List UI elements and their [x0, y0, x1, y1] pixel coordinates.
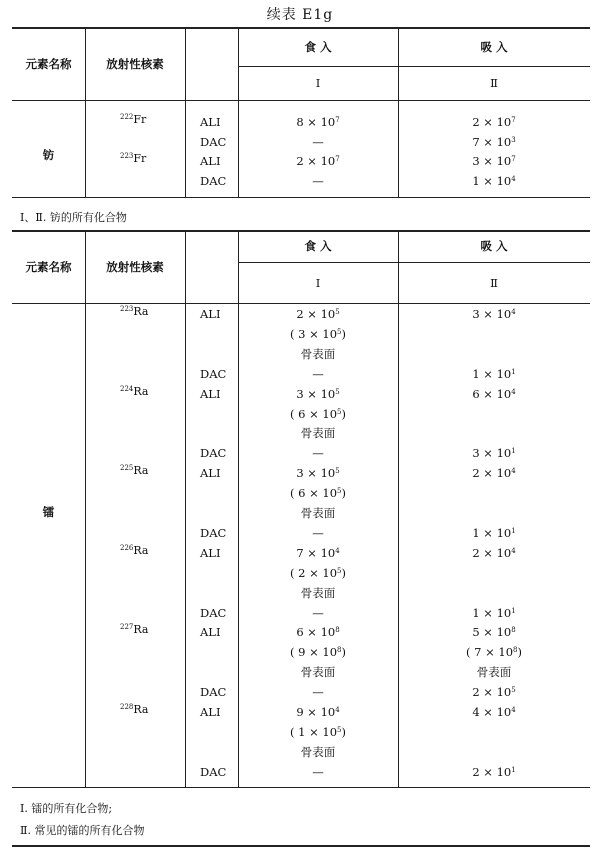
header-bottom-rule: [12, 303, 590, 304]
limit-type: DAC: [200, 446, 227, 460]
inhalation-value: $3 \times 10^4$: [472, 307, 516, 321]
ingestion-value: —: [312, 135, 324, 149]
exponent: 4: [511, 388, 516, 396]
nuclide-label: $^{223}$Ra: [120, 305, 149, 318]
limit-type: DAC: [200, 135, 227, 149]
header-mid-rule: [238, 262, 590, 263]
exponent: 4: [335, 547, 340, 555]
exponent: 4: [511, 467, 516, 475]
inhalation-value: $2 \times 10^7$: [472, 115, 516, 129]
ingestion-value: —: [312, 606, 324, 620]
limit-type: ALI: [200, 466, 221, 480]
header-inhalation: 吸 入: [480, 239, 508, 253]
ingestion-value: —: [312, 446, 324, 460]
ingestion-value: $6 \times 10^8$: [296, 625, 340, 639]
inhalation-value: $7 \times 10^3$: [472, 135, 516, 149]
fr-footnote: Ⅰ、Ⅱ. 钫的所有化合物: [20, 211, 127, 224]
exponent: 7: [511, 116, 516, 124]
nuclide-label: $^{227}$Ra: [120, 623, 149, 636]
header-ingestion-class: Ⅰ: [315, 275, 321, 290]
col-divider: [398, 100, 399, 197]
exponent: 4: [511, 175, 516, 183]
limit-type: DAC: [200, 526, 227, 540]
header-inhalation-class: Ⅱ: [490, 275, 498, 290]
limit-type: ALI: [200, 546, 221, 560]
ingestion-value: —: [312, 367, 324, 381]
exponent: 8: [335, 626, 340, 634]
ingestion-value: 骨表面: [300, 745, 336, 759]
ingestion-value: 骨表面: [300, 586, 336, 600]
header-bottom-rule: [12, 100, 590, 101]
inhalation-value: $5 \times 10^8$: [472, 625, 516, 639]
exponent: 1: [511, 766, 516, 774]
exponent: 5: [337, 567, 342, 575]
ingestion-value: ( $2 \times 10^5$): [289, 566, 347, 580]
ingestion-value: $2 \times 10^5$: [296, 307, 340, 321]
col-divider: [185, 100, 186, 197]
exponent: 8: [337, 646, 342, 654]
limit-type: ALI: [200, 387, 221, 401]
page-title: 续表 E1g: [266, 7, 334, 23]
exponent: 5: [511, 686, 516, 694]
inhalation-value: $2 \times 10^4$: [472, 546, 516, 560]
col-divider: [185, 230, 186, 303]
exponent: 7: [335, 155, 340, 163]
ingestion-value: 骨表面: [300, 665, 336, 679]
col-divider: [85, 303, 86, 787]
inhalation-value: $6 \times 10^4$: [472, 387, 516, 401]
exponent: 4: [335, 706, 340, 714]
exponent: 8: [513, 646, 518, 654]
col-divider: [185, 27, 186, 100]
inhalation-value: $1 \times 10^1$: [472, 606, 516, 620]
exponent: 8: [511, 626, 516, 634]
inhalation-value: $3 \times 10^1$: [472, 446, 516, 460]
ingestion-value: —: [312, 174, 324, 188]
header-nuclide: 放射性核素: [106, 56, 164, 71]
exponent: 4: [511, 308, 516, 316]
ingestion-value: ( $6 \times 10^5$): [289, 486, 347, 500]
exponent: 7: [511, 155, 516, 163]
limit-type: DAC: [200, 174, 227, 188]
limit-type: DAC: [200, 367, 227, 381]
col-divider: [85, 100, 86, 197]
nuclide-label: $^{223}$Fr: [120, 152, 147, 165]
exponent: 1: [511, 527, 516, 535]
exponent: 1: [511, 447, 516, 455]
ingestion-value: ( $1 \times 10^5$): [289, 725, 347, 739]
limit-type: ALI: [200, 625, 221, 639]
header-top-rule: [12, 27, 590, 29]
ingestion-value: $7 \times 10^4$: [296, 546, 340, 560]
header-inhalation-class: Ⅱ: [490, 76, 498, 90]
limit-type: ALI: [200, 115, 221, 129]
header-element-name: 元素名称: [25, 56, 72, 71]
inhalation-value: 骨表面: [476, 665, 512, 679]
ingestion-value: $3 \times 10^5$: [296, 466, 340, 480]
inhalation-value: $2 \times 10^5$: [472, 685, 516, 699]
header-ingestion-class: Ⅰ: [315, 76, 321, 90]
exponent: 5: [337, 408, 342, 416]
inhalation-value: $3 \times 10^7$: [472, 154, 516, 168]
col-divider: [398, 303, 399, 787]
header-top-rule: [12, 230, 590, 232]
ingestion-value: ( $6 \times 10^5$): [289, 407, 347, 421]
inhalation-value: $2 \times 10^4$: [472, 466, 516, 480]
ingestion-value: $2 \times 10^7$: [296, 154, 340, 168]
col-divider: [238, 100, 239, 197]
ingestion-value: —: [312, 765, 324, 779]
limit-type: DAC: [200, 606, 227, 620]
exponent: 1: [511, 368, 516, 376]
col-divider: [85, 230, 86, 303]
limit-type: ALI: [200, 705, 221, 719]
nuclide-label: $^{226}$Ra: [120, 544, 149, 557]
inhalation-value: $1 \times 10^4$: [472, 174, 516, 188]
ingestion-value: ( $9 \times 10^8$): [289, 645, 347, 659]
ingestion-value: $8 \times 10^7$: [296, 115, 340, 129]
section-bottom-rule: [12, 197, 590, 198]
col-divider: [398, 27, 399, 100]
inhalation-value: $1 \times 10^1$: [472, 367, 516, 381]
ingestion-value: 骨表面: [300, 426, 336, 440]
limit-type: ALI: [200, 307, 221, 321]
inhalation-value: $1 \times 10^1$: [472, 526, 516, 540]
exponent: 5: [335, 308, 340, 316]
exponent: 5: [337, 328, 342, 336]
header-ingestion: 食 入: [304, 239, 332, 253]
nuclide-label: $^{225}$Ra: [120, 464, 149, 477]
exponent: 1: [511, 607, 516, 615]
col-divider: [238, 27, 239, 100]
inhalation-value: $2 \times 10^1$: [472, 765, 516, 779]
exponent: 7: [335, 116, 340, 124]
col-divider: [238, 303, 239, 787]
ingestion-value: —: [312, 685, 324, 699]
exponent: 5: [337, 726, 342, 734]
ra-footnote-1: Ⅰ. 镭的所有化合物;: [20, 802, 113, 815]
ingestion-value: —: [312, 526, 324, 540]
exponent: 5: [337, 487, 342, 495]
exponent: 3: [511, 136, 516, 144]
header-element-name: 元素名称: [25, 259, 72, 274]
ingestion-value: 骨表面: [300, 506, 336, 520]
ingestion-value: ( $3 \times 10^5$): [289, 327, 347, 341]
col-divider: [185, 303, 186, 787]
header-inhalation: 吸 入: [480, 39, 508, 54]
header-nuclide: 放射性核素: [106, 259, 164, 274]
nuclide-label: $^{224}$Ra: [120, 385, 149, 398]
inhalation-value: ( $7 \times 10^8$): [465, 645, 523, 659]
section-bottom-rule: [12, 787, 590, 788]
header-mid-rule: [238, 66, 590, 67]
nuclide-label: $^{222}$Fr: [120, 113, 147, 126]
page-bottom-rule: [12, 845, 590, 847]
element-francium: 钫: [42, 148, 55, 162]
col-divider: [238, 230, 239, 303]
col-divider: [85, 27, 86, 100]
nuclide-label: $^{228}$Ra: [120, 703, 149, 716]
limit-type: DAC: [200, 765, 227, 779]
limit-type: ALI: [200, 154, 221, 168]
limit-type: DAC: [200, 685, 227, 699]
header-ingestion: 食 入: [304, 39, 332, 54]
ingestion-value: 骨表面: [300, 347, 336, 361]
inhalation-value: $4 \times 10^4$: [472, 705, 516, 719]
exponent: 4: [511, 706, 516, 714]
element-radium: 镭: [42, 505, 55, 519]
ingestion-value: $9 \times 10^4$: [296, 705, 340, 719]
exponent: 5: [335, 467, 340, 475]
col-divider: [398, 230, 399, 303]
exponent: 4: [511, 547, 516, 555]
ra-footnote-2: Ⅱ. 常见的镭的所有化合物: [20, 824, 145, 837]
exponent: 5: [335, 388, 340, 396]
ingestion-value: $3 \times 10^5$: [296, 387, 340, 401]
